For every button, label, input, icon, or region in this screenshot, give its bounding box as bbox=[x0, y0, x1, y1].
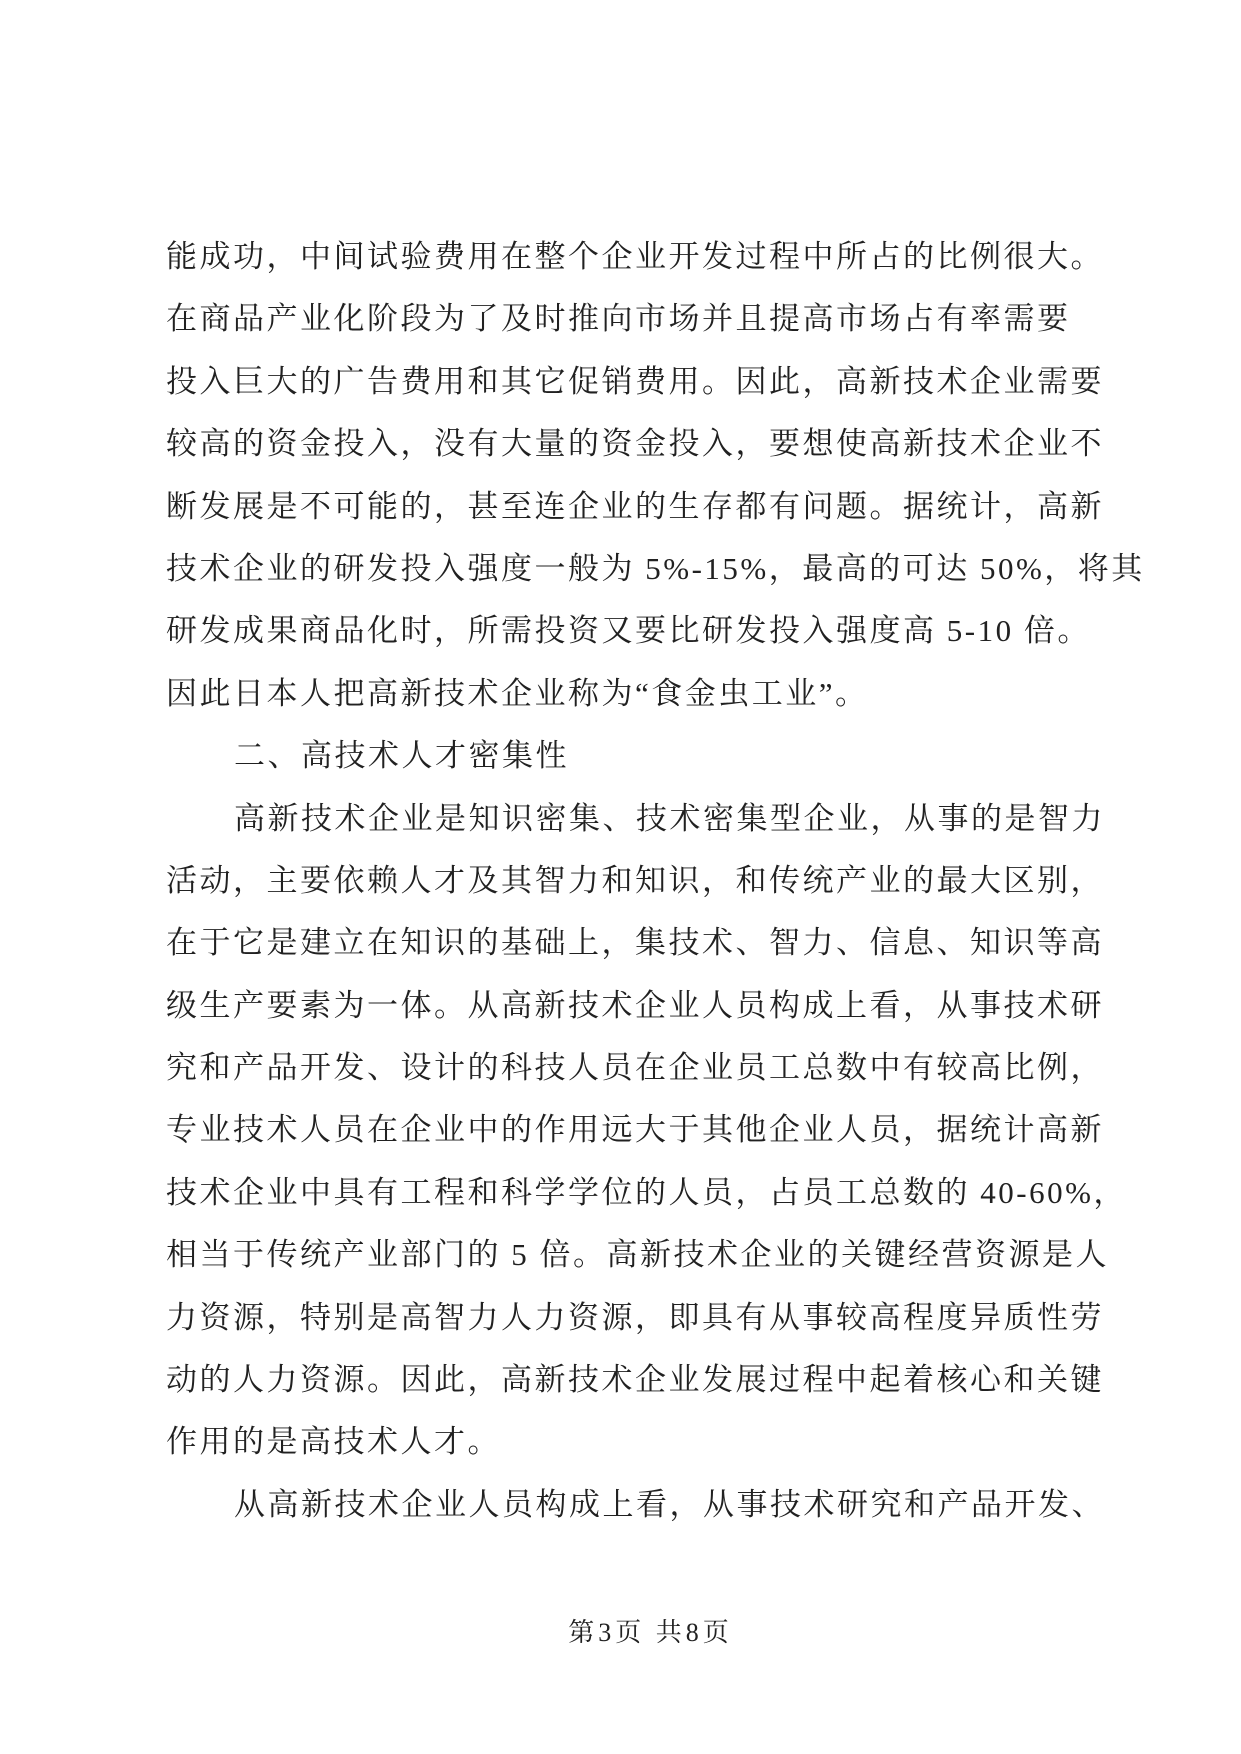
text-line: 较高的资金投入，没有大量的资金投入，要想使高新技术企业不 bbox=[166, 426, 1104, 462]
text-line: 活动，主要依赖人才及其智力和知识，和传统产业的最大区别， bbox=[166, 862, 1104, 898]
page-number: 第3页 共8页 bbox=[568, 1618, 733, 1647]
text-line: 作用的是高技术人才。 bbox=[166, 1424, 501, 1460]
text-line: 技术企业中具有工程和科学学位的人员，占员工总数的 40-60%， bbox=[166, 1174, 1127, 1210]
text-line: 相当于传统产业部门的 5 倍。高新技术企业的关键经营资源是人 bbox=[166, 1237, 1109, 1273]
text-line: 技术企业的研发投入强度一般为 5%-15%，最高的可达 50%，将其 bbox=[166, 550, 1145, 586]
text-line: 动的人力资源。因此，高新技术企业发展过程中起着核心和关键 bbox=[166, 1362, 1104, 1398]
text-line: 究和产品开发、设计的科技人员在企业员工总数中有较高比例， bbox=[166, 1050, 1104, 1086]
text-line: 断发展是不可能的，甚至连企业的生存都有问题。据统计，高新 bbox=[166, 488, 1104, 524]
document-body bbox=[166, 226, 1145, 1536]
text-line: 级生产要素为一体。从高新技术企业人员构成上看，从事技术研 bbox=[166, 987, 1104, 1023]
page-footer bbox=[0, 1612, 1241, 1649]
text-line: 研发成果商品化时，所需投资又要比研发投入强度高 5-10 倍。 bbox=[166, 613, 1091, 649]
text-line: 能成功，中间试验费用在整个企业开发过程中所占的比例很大。 bbox=[166, 239, 1104, 274]
section-heading: 二、高技术人才密集性 bbox=[234, 738, 569, 774]
text-line: 高新技术企业是知识密集、技术密集型企业，从事的是智力 bbox=[234, 800, 1105, 836]
text-line: 在商品产业化阶段为了及时推向市场并且提高市场占有率需要 bbox=[166, 301, 1071, 337]
text-line: 投入巨大的广告费用和其它促销费用。因此，高新技术企业需要 bbox=[166, 363, 1104, 399]
text-line: 从高新技术企业人员构成上看，从事技术研究和产品开发、 bbox=[234, 1486, 1105, 1522]
text-line: 因此日本人把高新技术企业称为“食金虫工业”。 bbox=[166, 675, 869, 711]
text-line: 力资源，特别是高智力人力资源，即具有从事较高程度异质性劳 bbox=[166, 1299, 1104, 1335]
text-line: 在于它是建立在知识的基础上，集技术、智力、信息、知识等高 bbox=[166, 925, 1104, 961]
text-line: 专业技术人员在企业中的作用远大于其他企业人员，据统计高新 bbox=[166, 1112, 1104, 1148]
